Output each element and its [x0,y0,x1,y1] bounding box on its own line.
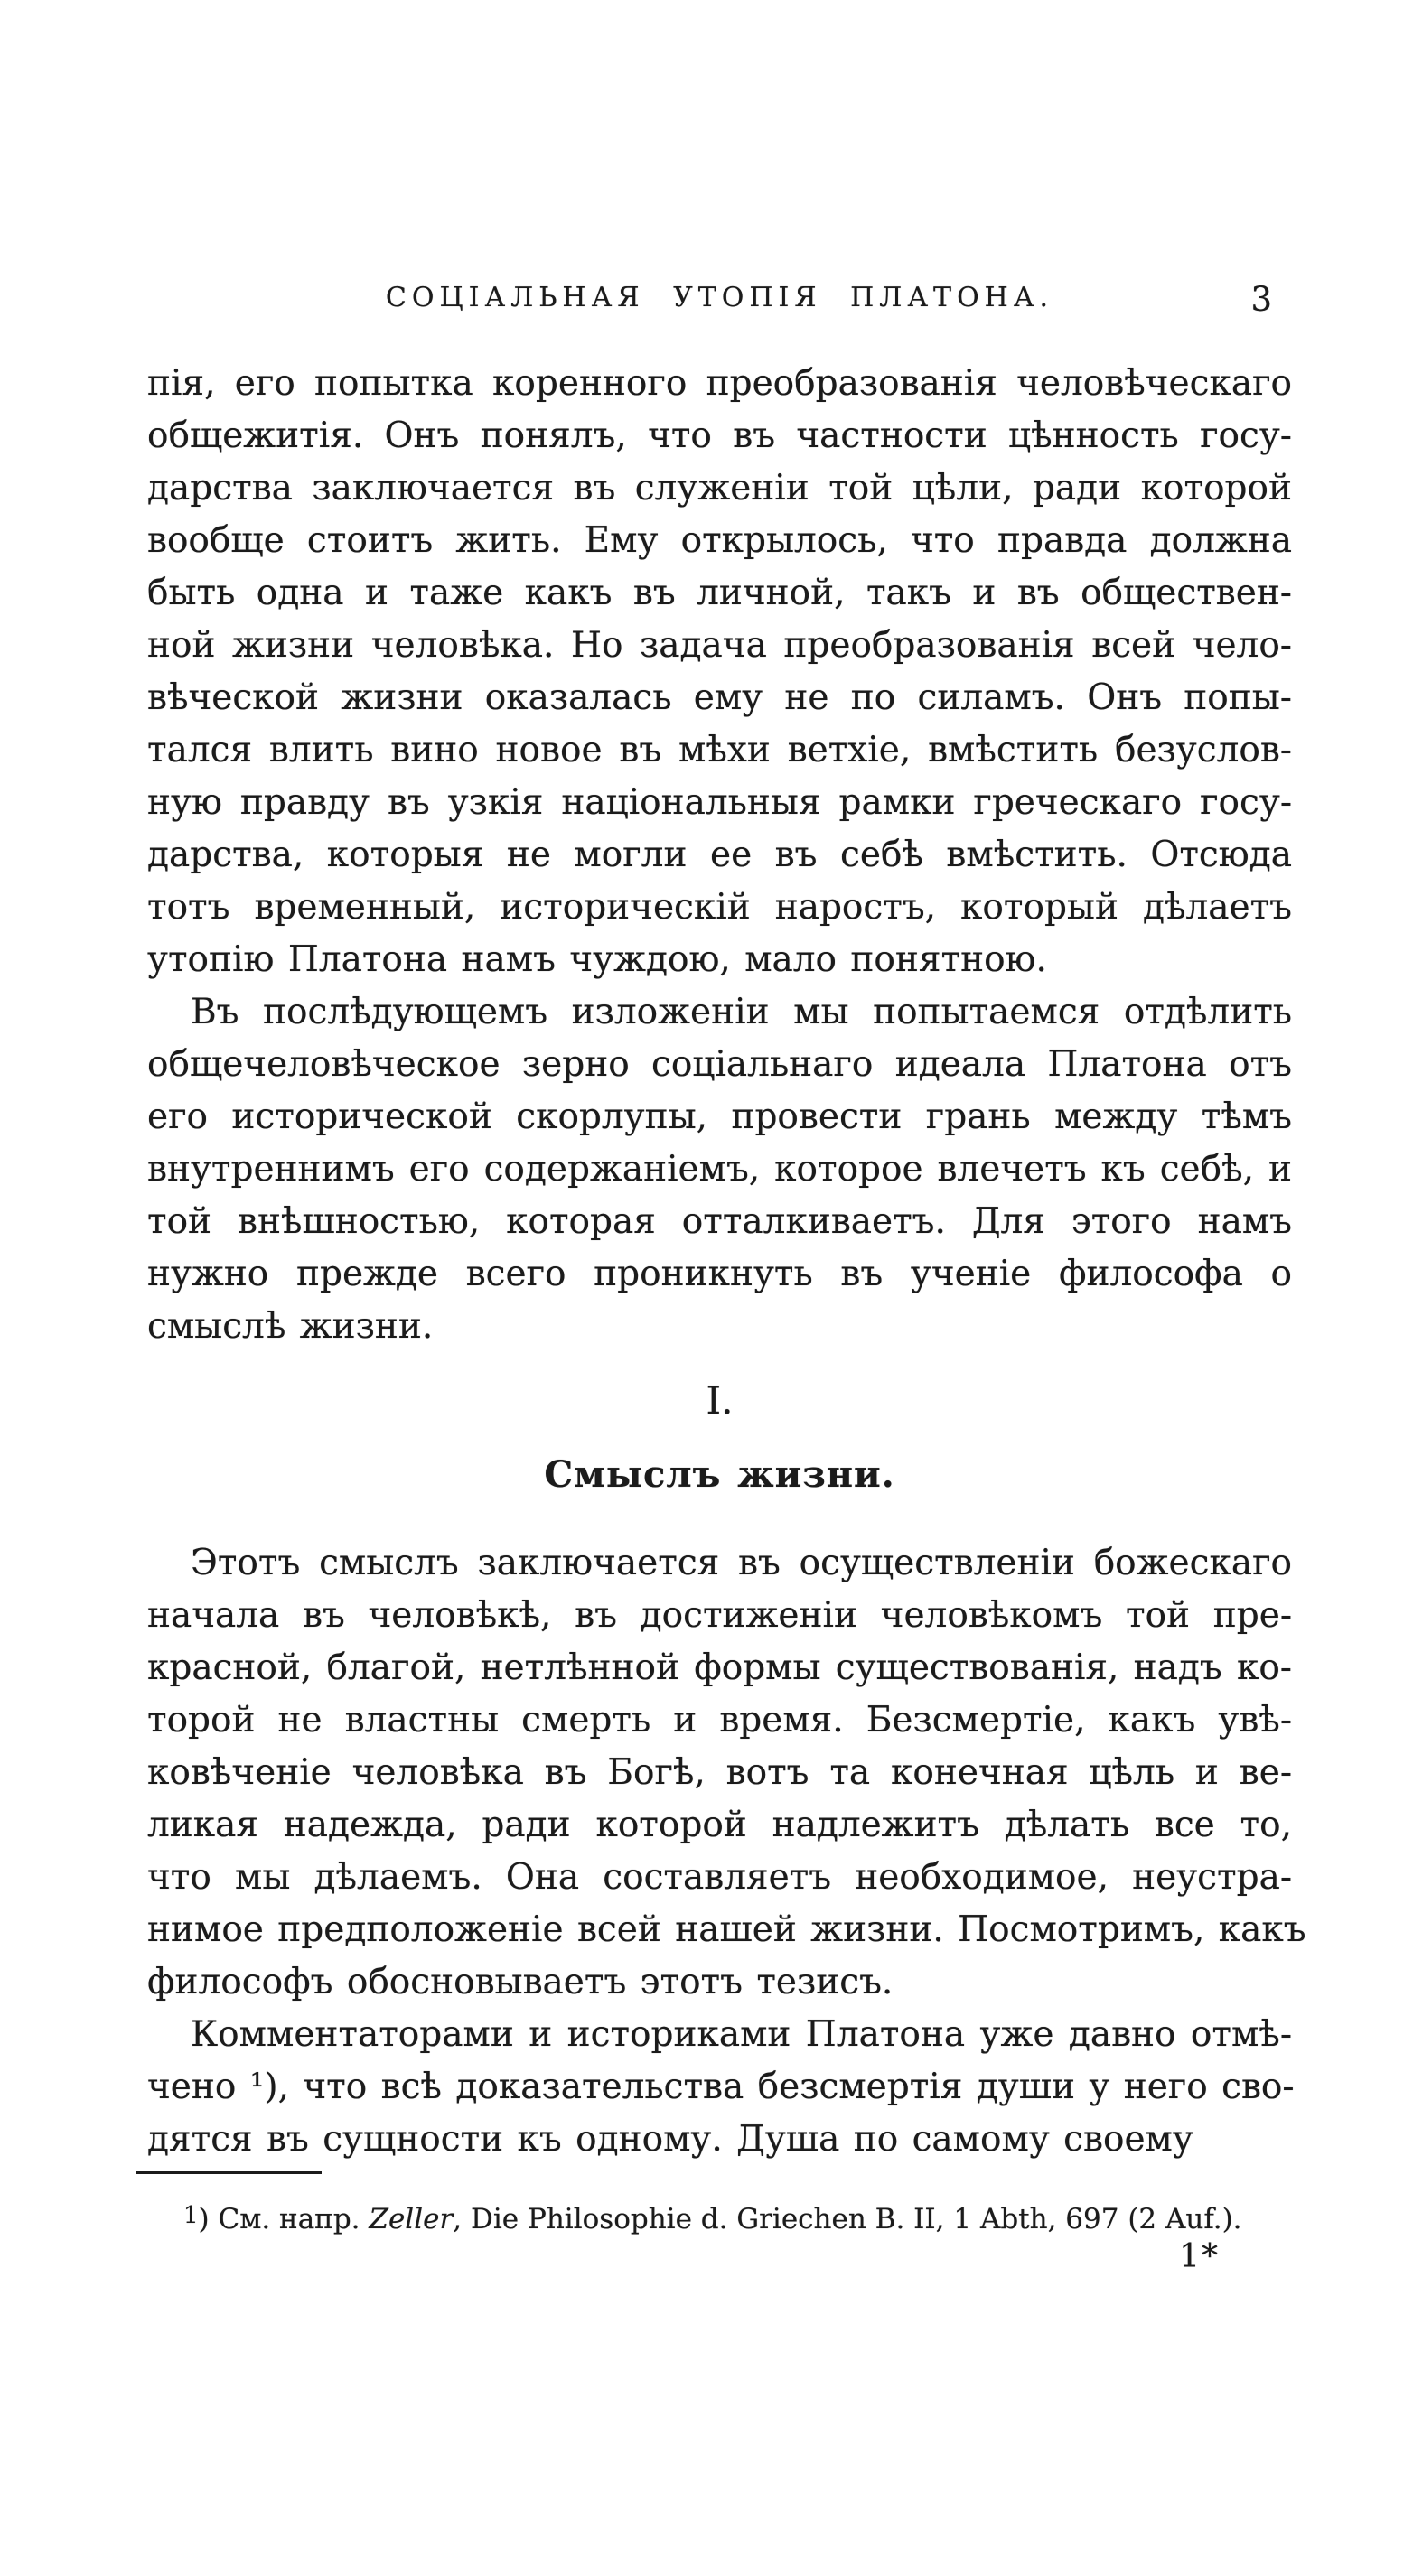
text-line: утопію Платона намъ чуждою, мало понятною. [147,939,1047,980]
footnote-text-prefix: ) См. напр. [198,2203,370,2235]
text-line: философъ обосновываетъ этотъ тезисъ. [147,1962,894,2002]
running-head-title: СОЦІАЛЬНАЯ УТОПІЯ ПЛАТОНА. [385,282,1054,313]
footnote-rule [136,2171,322,2174]
text-line: Комментаторами и историками Платона уже давно отмѣ- [191,2014,1292,2055]
text-line: его исторической скорлупы, провести грань между тѣмъ [147,1097,1292,1137]
text-line: Этотъ смыслъ заключается въ осуществленіи божескаго [191,1543,1292,1583]
text-line: тался влить вино новое въ мѣхи ветхіе, вмѣстить безуслов- [147,730,1292,770]
text-line: смыслѣ жизни. [147,1306,434,1347]
text-line: вообще стоитъ жить. Ему открылось, что правда должна [147,520,1292,561]
running-head [147,282,1292,322]
paragraph-1 [147,358,1292,986]
page-body [147,358,1306,2166]
text-line: чено ¹), что всѣ доказательства безсмертія души у него сво- [147,2067,1295,2107]
page-number: 3 [1250,280,1272,319]
footnote-marker: 1 [183,2202,199,2229]
text-line: торой не властны смерть и время. Безсмертіе, какъ увѣ- [147,1700,1292,1741]
text-line: дарства заключается въ служеніи той цѣли, ради которой [147,468,1292,509]
paragraph-2 [147,986,1292,1353]
text-line: дятся въ сущности къ одному. Душа по самому своему [147,2119,1193,2160]
footnote-author: Zeller [369,2203,454,2235]
text-line: дарства, которыя не могли ее въ себѣ вмѣстить. Отсюда [147,835,1292,875]
text-line: ной жизни человѣка. Но задача преобразованія всей чело- [147,625,1292,666]
section-title: Смыслъ жизни. [544,1453,895,1496]
text-line: Въ послѣдующемъ изложеніи мы попытаемся отдѣлить [191,992,1292,1032]
text-line: вѣческой жизни оказалась ему не по силамъ. Онъ попы- [147,677,1292,718]
section-number: I. [706,1378,734,1423]
footnote [147,2197,1292,2238]
text-line: красной, благой, нетлѣнной формы существованія, надъ ко- [147,1647,1292,1688]
text-line: общечеловѣческое зерно соціальнаго идеала Платона отъ [147,1044,1292,1085]
text-line: общежитія. Онъ понялъ, что въ частности цѣнность госу- [147,415,1292,456]
text-line: внутреннимъ его содержаніемъ, которое влечетъ къ себѣ, и [147,1149,1292,1190]
text-line: ликая надежда, ради которой надлежитъ дѣлать все то, [147,1805,1292,1845]
text-line: нимое предположеніе всей нашей жизни. Посмотримъ, какъ [147,1909,1306,1950]
text-line: ковѣченіе человѣка въ Богѣ, вотъ та конечная цѣль и ве- [147,1752,1292,1793]
signature-mark: 1* [1179,2238,1220,2275]
text-line: той внѣшностью, которая отталкиваетъ. Для этого намъ [147,1201,1292,1242]
paragraph-3 [147,1537,1306,2009]
text-line: что мы дѣлаемъ. Она составляетъ необходимое, неустра- [147,1857,1292,1898]
paragraph-4 [147,2009,1295,2166]
text-line: быть одна и таже какъ въ личной, такъ и въ обществен- [147,573,1292,613]
text-line: пія, его попытка коренного преобразованія человѣческаго [147,363,1292,404]
footnote-text-rest: , Die Philosophie d. Griechen B. II, 1 Abth, 697 (2 Auf.). [453,2203,1242,2235]
text-line: нужно прежде всего проникнуть въ ученіе философа о [147,1254,1292,1294]
text-line: тотъ временный, историческій наростъ, который дѣлаетъ [147,887,1292,928]
text-line: начала въ человѣкѣ, въ достиженіи человѣкомъ той пре- [147,1595,1292,1636]
text-line: ную правду въ узкія національныя рамки греческаго госу- [147,782,1292,823]
